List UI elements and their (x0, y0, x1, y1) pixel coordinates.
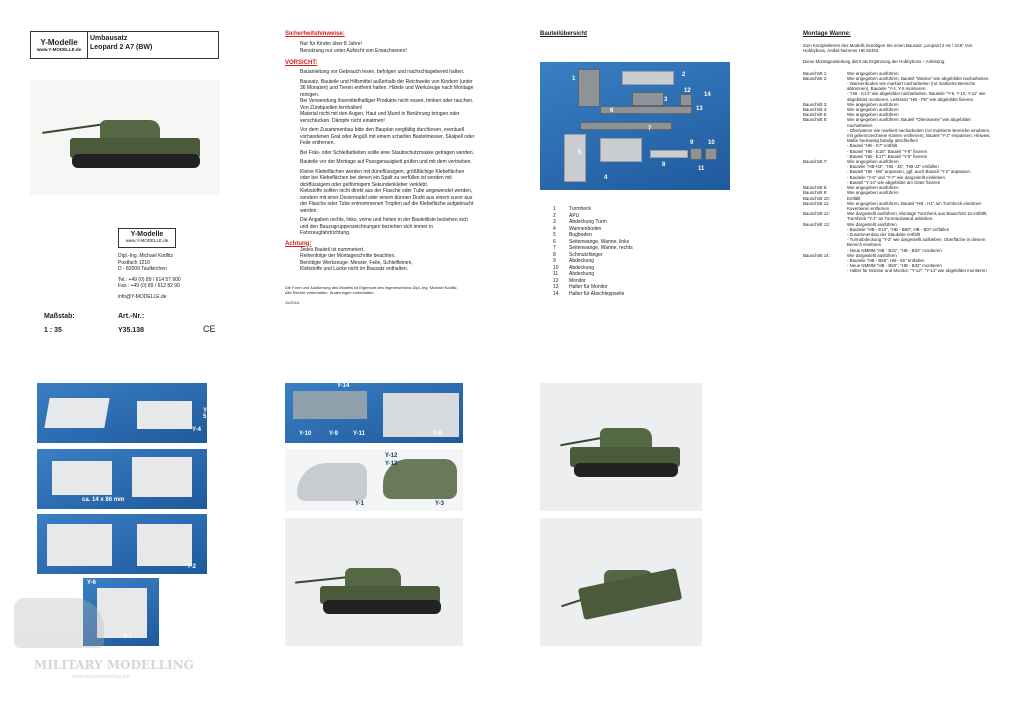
label: Y-10 (299, 431, 312, 437)
note-line: Benötigte Werkzeuge: Messer, Feile, Schleifleinen, (300, 259, 413, 266)
assembly-intro: Zum Komplettieren des Modells benötigen Sie einen Bausatz „Leopard 2 A6 / 2A6“ Von Hobbyboss, Artikel-Nummer HB 82402. Diese Montageanleitung dient als Ergänzung der Hobbyboss – Anleitung. (803, 43, 973, 65)
safety-intro: Nur für Kinder über 8 Jahre! Benutzung nur unter Aufsicht von Erwachsenen! (300, 41, 407, 54)
assembly-step: Bauschritt 12: Wie dargestellt ausführen, Montage Turmheck aus Bauschritt 10 entfällt, Turmheck "Y-1" an Turmrückwand ankleben. (803, 211, 988, 222)
logo-text: Y-Modelle (40, 38, 78, 47)
assembly-step: Bauschritt 10: Entfällt (803, 195, 861, 201)
assembly-step: Bauschritt 3: Wie angegeben ausführen (803, 101, 899, 107)
art-label: Art.-Nr.: (118, 313, 145, 320)
label: Y-4 (192, 427, 202, 433)
logo-url: www.Y-MODELLE.de (36, 47, 82, 52)
assembly-column (803, 31, 995, 274)
part-number: 10 (708, 140, 715, 146)
note-line: Klebstoffe und Lacke nicht im Bausatz enthalten. (300, 266, 409, 272)
part-number: 3 (664, 97, 668, 103)
address-line: D - 82009 Taufkirchen (118, 266, 167, 272)
list-item: 11 Abdeckung (553, 271, 595, 277)
photo-hull-3 (37, 514, 207, 574)
safety-column (285, 31, 475, 305)
assembly-step: Bauschritt 9: Wie angegeben ausführen (803, 190, 899, 196)
safety-paragraph: Bauanleitung vor Gebrauch lesen, befolgen und nachschlagebereit halten. (300, 69, 465, 75)
label: Y-9 (329, 431, 339, 437)
assembly-step: Bauschritt 5: Wie angegeben ausführen (803, 112, 899, 118)
list-item: 2 APU (553, 212, 580, 219)
safety-title: Sicherheitshinweise: (285, 31, 345, 37)
list-item: 4 Wannenboden (553, 225, 602, 232)
address-line: Postfach 1216 (118, 259, 150, 266)
watermark-title: MILITARY MODELLING (34, 658, 194, 672)
assembly-title: Montage Wanne: (803, 31, 851, 37)
safety-paragraph: Bauteile vor der Montage auf Passgenauigkeit prüfen und mit dem vertrieben. (300, 159, 472, 165)
part-number: 9 (690, 140, 694, 146)
part-number: 12 (684, 88, 691, 94)
scale-label: Maßstab: (44, 313, 75, 320)
list-item: 14 Halter für Abschleppseile (553, 290, 625, 297)
address-block (118, 253, 228, 300)
label: Y-8 (433, 431, 443, 437)
parts-photo (540, 62, 730, 190)
photo-turret (285, 449, 463, 511)
list-item: 1 Turmheck (553, 206, 592, 212)
assembly-step: Bauschritt 14: Wie dargestellt ausführen - Bauteile "HB - B55", HB - 56" entfallen - Neue NMMM "HB - B50", "HB - B32" montieren - Halter für Monitor und Monitor, "Y-12", "Y-14" wie abgebildet montieren (803, 252, 987, 274)
address-logo-url: www.Y-MODELLE.de (125, 238, 169, 243)
label: Y-13 (385, 461, 398, 467)
safety-paragraph: Vor dem Zusammenbau bitte den Bauplan sorgfältig durchlesen, eventuell vorhandenen Grat oder Angüß mit einem scharfen Bastelmesser, Skalpell oder Feile entfernen. (300, 127, 475, 146)
part-number: 2 (682, 72, 686, 78)
part-number: 7 (648, 126, 652, 132)
address-line: Dipl.-Ing. Michael Kodlitz (118, 253, 174, 259)
photo-hull-2 (37, 449, 207, 509)
assembly-step: Bauschritt 11: Wie angegeben ausführen, Bauteil "HB - H1" am Turmheck einebnen Kuvertieren entfernen (803, 200, 982, 211)
part-number: 11 (698, 166, 705, 172)
label: Y-7 (123, 634, 133, 640)
list-item: 3 Abdeckung Turm (553, 219, 607, 225)
phone: Tel.: +49 (0) 89 / 614 57 900 (118, 276, 181, 283)
header-title-box (86, 31, 219, 59)
note-title: Achtung: (285, 240, 312, 247)
part-number: 14 (704, 92, 711, 98)
list-item: 7 Seitenwange, Wanne, rechts (553, 245, 633, 251)
label: Y-2 (187, 564, 197, 570)
safety-paragraph: Bausatz, Bauteile und Hilfsmittel außerhalb der Reichweite von Kindern (unter 36 Monaten) und Tieren entfernt halten. Hände und Werkzeuge nach Montage reinigen. Bei Verwendung lösemittelhaltiger Produkte nicht essen, trinken oder rauchen. Von Zündquellen fernhalten! Material nicht mit den Augen, Haut und Mund in Berührung bringen oder verschlucken. Dämpfe nicht einatmen! (300, 78, 474, 124)
safety-footer: Die Form und Ausführung des Modells ist Eigentum des Ingenieurbüros Dipl.-Ing. Michael Kodlitz. Alle Rechte vorbehalten. Änderungen vorbehalten. (285, 284, 458, 295)
assembly-step: Bauschritt 1: Wie angegeben ausführen (803, 70, 899, 76)
list-item: 12 Monitor (553, 277, 586, 284)
assembly-step: Bauschritt 2: Wie angegeben ausführen, Bauteil "Wanne" wie abgebildet nacharbeiten. - Wannenboden wie markiert nacharbeiten (rot markierte Bereiche abtrennen), Bauteile "Y-4, Y-5 montieren. - "HB - K14" wie abgebildet nacharbeiten. Bauteile "Y-9, Y-10, Y-11" wie abgebildet montieren. Leitkranz "HB - PE" wie abgebildet fixieren. (803, 75, 990, 102)
label: Y-5 (203, 408, 209, 420)
label: Y-14 (337, 383, 350, 389)
assembly-step: Bauschritt 7: Wie angegeben ausführen - Bauteile "HB-H3", "HB - J5", "HB-J2" entfallen - Bauteil "HB - M5" anpassen, ggf. auch Bauteil "Y-2" anpassen. - Bauteile "Y-6" und "Y-7" wie dargestellt einkleben - Bauteil "Y-14" wie abgebildet am Gitter fixieren (803, 159, 972, 185)
photo-hull-1 (37, 383, 207, 443)
list-item: 5 Bugboden (553, 232, 592, 238)
main-tank-photo (30, 80, 220, 195)
list-item: 13 Halter für Monitor (553, 284, 608, 290)
parts-list (553, 206, 723, 297)
assembly-step: Bauschritt 8: Wie angegeben ausführen (803, 185, 899, 191)
photo-engine-deck (285, 383, 463, 443)
safety-paragraph: Bei Fräs- oder Schleifarbeiten sollte eine Staubschutzmaske getragen werden. (300, 149, 474, 156)
note-line: Reihenfolge der Montageschritte beachten. (300, 253, 396, 259)
list-item: 8 Schmutzfänger (553, 251, 603, 258)
photo-tank-top (540, 518, 702, 646)
note-line: Jedes Bauteil ist nummeriert. (300, 246, 365, 253)
photo-tank-front (540, 383, 702, 511)
list-item: 9 Abdeckung (553, 258, 595, 264)
caution-title: VORSICHT: (285, 60, 318, 66)
label: Y-6 (87, 580, 97, 586)
art-value: Y35.138 (118, 327, 145, 334)
email-link[interactable]: info@Y-MODELLE.de (118, 293, 167, 300)
assembly-step: Bauschritt 6: Wie angegeben ausführen, Bauteil "Oberwanne" wie abgebildet nacharbeiten - Oberwanne wie markiert nacharbeiten (rot markierte Bereiche einebnen, mit gekennzeichnete Kanten entfernen), Bauteil "Y-2" einpassen. Hinweis: Maße heckseitig bündig abschleifen! - Bauteil "HB - K7" entfällt. - Bauteil "HB - E18": Bauteil "Y-8" fixieren - Bauteil "HB - E17": Bauteil "Y-6" fixieren (803, 117, 991, 159)
dimension-label: ca. 14 x 86 mm (82, 497, 125, 503)
safety-date: 11/2014 (285, 299, 300, 305)
list-item: 6 Seitenwange, Wanne, links (553, 238, 630, 245)
part-number: 1 (572, 76, 576, 82)
part-number: 8 (662, 162, 666, 168)
label: Y-1 (355, 501, 365, 507)
list-item: 10 Abdeckung (553, 264, 595, 271)
label: Y-3 (435, 501, 445, 507)
photo-tank-side (285, 518, 463, 646)
part-number: 6 (610, 108, 614, 114)
address-logo-text: Y-Modelle (130, 231, 164, 238)
watermark (14, 588, 204, 688)
product-title-line2: Leopard 2 A7 (BW) (90, 44, 153, 51)
safety-paragraph: Kleine Klebeflächen werden mit dünnflüssigem, größflächige Klebeflächen oder bei Klebeflächen bei denen ein Spalt zu verfüllen ist werden mit dickflüssigem oder gelförmigem Sekundenkleber verklebt. Klebstoffe sollten nicht direkt aus der Flasche oder Tube angewendet werden, sondern mit einer Dosiernadel oder einem dünnen Draht aus einem zuvor aus der Flasche oder Tube entnommenen Tropfen auf die Klebefläche aufgebracht werden. (300, 168, 474, 214)
safety-paragraph: Die Angaben rechts, links, vorne und hinten in der Bauteilliste beziehen sich und den Bauzugruppenzeichnungen beziehen sich immer in Fahrzeugfahrtrichtung. (300, 217, 468, 236)
logo-box (30, 31, 88, 59)
scale-value: 1 : 35 (44, 327, 62, 334)
part-number: 4 (604, 175, 608, 181)
product-title-line1: Umbausatz (90, 35, 128, 42)
assembly-step: Bauschritt 13: Wie dargestellt ausführen - Bauteile "HB - E10", "HB - B60", HB - B07 entfallen - Zusammenbau der Staukiste entfällt - Turmabdeckung "Y-3" wie dargestellt aufkleben, Oberfläche in diesem Bereich einebnen - Neue NMMM "HB - B31", "HB - B33" montieren (803, 221, 986, 253)
address-logo (118, 228, 176, 248)
part-number: 13 (696, 106, 703, 112)
label: Y-12 (385, 453, 398, 459)
fax: Fax.: +49 (0) 89 / 612 82 90 (118, 283, 180, 289)
parts-title: Bauteilübersicht (540, 31, 588, 37)
ce-mark: CE (203, 324, 216, 334)
watermark-url: www.militarymodelling.info (72, 674, 131, 680)
label: Y-11 (353, 431, 366, 437)
assembly-step: Bauschritt 4: Wie angegeben ausführen (803, 107, 899, 113)
part-number: 5 (578, 150, 582, 156)
